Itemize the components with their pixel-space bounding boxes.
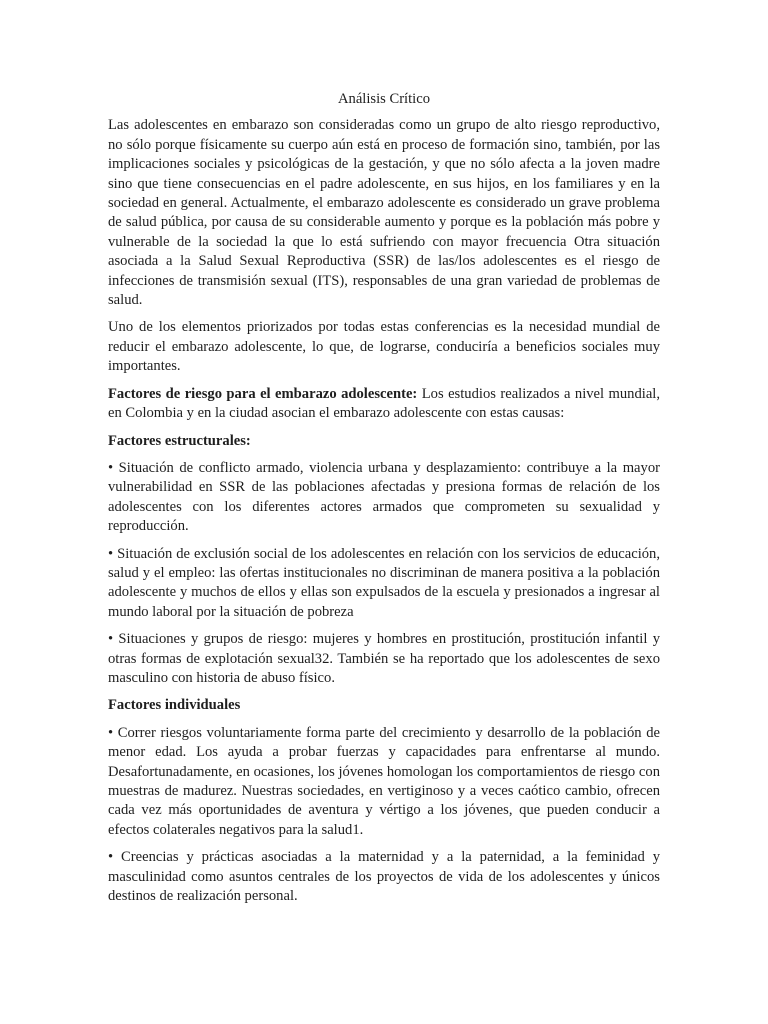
document-page xyxy=(108,90,660,914)
individual-factors-heading: Factores individuales xyxy=(108,697,241,714)
intro-paragraph-1: Las adolescentes en embarazo son consideradas como un grupo de alto riesgo reproductivo, no sólo porque físicamente su cuerpo aún está en proceso de formación sino, también, por las implicaciones sociales y psicológicas de la gestación, y que no sólo afecta a la joven madre sino que tiene consecuencias en el padre adolescente, en sus hijos, en los familiares y en la sociedad en general. Actualmente, el embarazo adolescente es considerado un grave problema de salud pública, por causa de su considerable aumento y porque es la población más pobre y vulnerable de la sociedad la que lo está sufriendo con mayor frecuencia Otra situación asociada a la Salud Sexual Reproductiva (SSR) de las/los adolescentes es el riesgo de infecciones de transmisión sexual (ITS), responsables de una gran variedad de problemas de salud. xyxy=(108,117,660,309)
individual-factor-item-2: • Creencias y prácticas asociadas a la maternidad y a la paternidad, a la feminidad y masculinidad como asuntos centrales de los proyectos de vida de los adolescentes y únicos destinos de realización personal. xyxy=(108,849,660,905)
risk-factors-lead: Factores de riesgo para el embarazo adolescente: xyxy=(108,385,418,402)
risk-factors-paragraph xyxy=(108,385,660,424)
structural-factor-item-2: • Situación de exclusión social de los adolescentes en relación con los servicios de educación, salud y el empleo: las ofertas institucionales no discriminan de manera positiva a la población adolescente y muchos de ellos y ellas son expulsados de la escuela y presionados a ingresar al mundo laboral por la situación de pobreza xyxy=(108,545,660,620)
structural-factors-heading: Factores estructurales: xyxy=(108,432,251,449)
structural-factor-item-3: • Situaciones y grupos de riesgo: mujeres y hombres en prostitución, prostitución infantil y otras formas de explotación sexual32. También se ha reportado que los adolescentes de sexo masculino con historia de abuso físico. xyxy=(108,631,660,686)
structural-factor-item-1: • Situación de conflicto armado, violencia urbana y desplazamiento: contribuye a la mayor vulnerabilidad en SSR de las poblaciones afectadas y presiona formas de relación de los adolescentes con los diferentes actores armados que comprometen su sexualidad y reproducción. xyxy=(108,459,660,535)
intro-paragraph-2: Uno de los elementos priorizados por todas estas conferencias es la necesidad mundial de reducir el embarazo adolescente, lo que, de lograrse, conduciría a beneficios sociales muy importantes. xyxy=(108,319,660,375)
individual-factor-item-1: • Correr riesgos voluntariamente forma parte del crecimiento y desarrollo de la población de menor edad. Los ayuda a probar fuerzas y capacidades para enfrentarse al mundo. Desafortunadamente, en ocasiones, los jóvenes homologan los comportamientos de riesgo con muestras de madurez. Nuestras sociedades, en vertiginoso y a veces caótico cambio, ofrecen cada vez más oportunidades de aventura y vértigo a los jóvenes, que pueden conducir a efectos colaterales negativos para la salud1. xyxy=(108,724,660,838)
risk-factors-text: Los estudios realizados a nivel mundial, en Colombia y en la ciudad asocian el embarazo adolescente con estas causas: xyxy=(108,385,660,422)
document-title: Análisis Crítico xyxy=(337,91,431,107)
